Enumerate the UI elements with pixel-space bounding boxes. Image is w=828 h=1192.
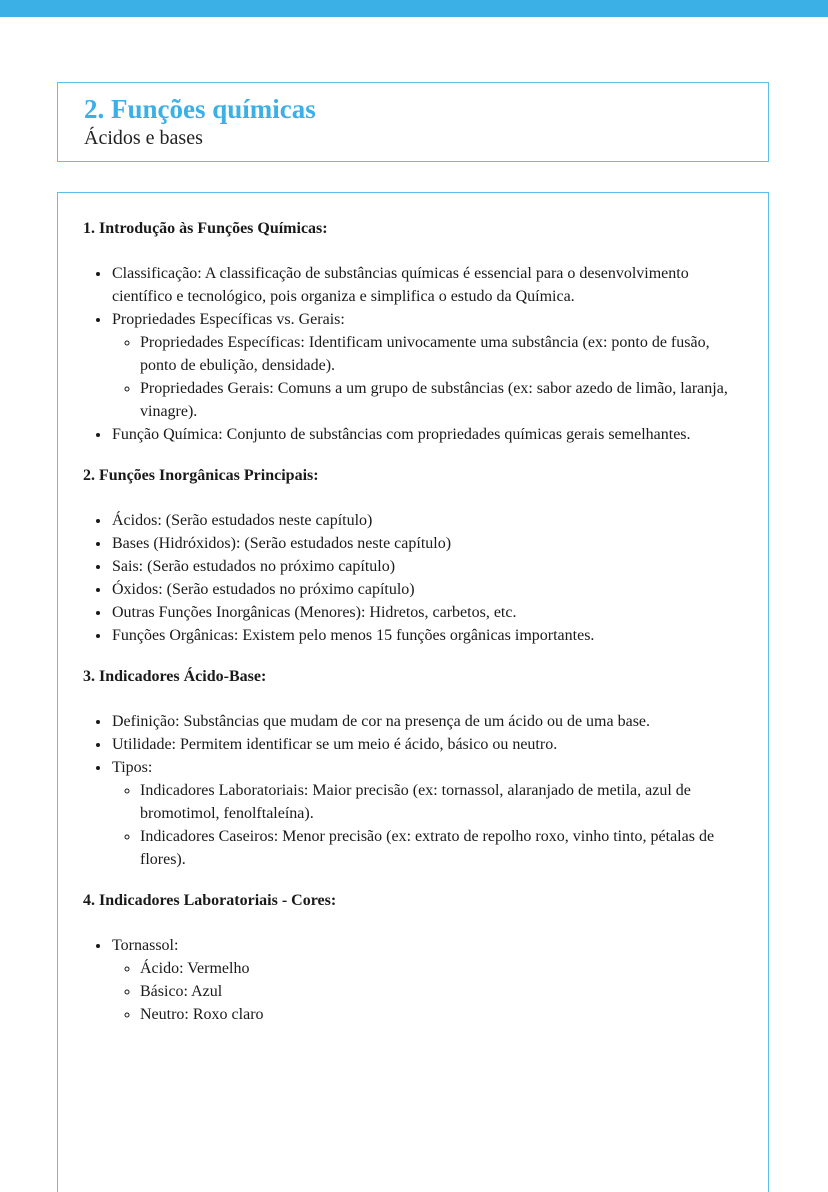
top-accent-bar	[0, 0, 828, 17]
sub-list-item: ◦ Indicadores Caseiros: Menor precisão (ex: extrato de repolho roxo, vinho tinto, pétalas de flores).	[140, 825, 746, 871]
title-box	[57, 82, 769, 162]
list-item	[111, 756, 746, 871]
list-item	[111, 308, 746, 423]
section-heading-lab-colors: 4. Indicadores Laboratoriais - Cores:	[83, 892, 337, 909]
list-item-text: Utilidade: Permitem identificar se um meio é ácido, básico ou neutro.	[112, 736, 558, 753]
list-item-text: Função Química: Conjunto de substâncias com propriedades químicas gerais semelhantes.	[112, 426, 691, 443]
section-list-indicators	[83, 710, 746, 871]
list-item	[111, 423, 746, 446]
sub-list-item: ◦ Básico: Azul	[140, 980, 746, 1003]
list-item-text: Definição: Substâncias que mudam de cor na presença de um ácido ou de uma base.	[112, 713, 651, 730]
section-list-inorganic	[83, 509, 746, 647]
list-item: • Outras Funções Inorgânicas (Menores): Hidretos, carbetos, etc.	[111, 601, 746, 624]
list-item	[111, 262, 746, 308]
list-item-text: Classificação: A classificação de substâncias químicas é essencial para o desenvolvimento científico e tecnológico, pois organiza e simplifica o estudo da Química.	[112, 265, 689, 305]
list-item: • Bases (Hidróxidos): (Serão estudados neste capítulo)	[111, 532, 746, 555]
list-item-text: Tornassol:	[112, 937, 179, 954]
page-title: 2. Funções químicas	[84, 94, 316, 124]
page-subtitle: Ácidos e bases	[84, 127, 203, 149]
section-heading-indicators: 3. Indicadores Ácido-Base:	[83, 668, 267, 685]
section-list-lab-colors	[83, 934, 746, 1026]
list-item-text: Tipos:	[112, 759, 153, 776]
section-list-intro	[83, 262, 746, 446]
list-item	[111, 710, 746, 733]
content-box	[57, 192, 769, 1192]
sub-list	[112, 331, 746, 423]
section-heading-inorganic: 2. Funções Inorgânicas Principais:	[83, 467, 319, 484]
list-item-text: Propriedades Específicas vs. Gerais:	[112, 311, 345, 328]
list-item: • Óxidos: (Serão estudados no próximo capítulo)	[111, 578, 746, 601]
list-item: • Funções Orgânicas: Existem pelo menos 15 funções orgânicas importantes.	[111, 624, 746, 647]
list-item: • Sais: (Serão estudados no próximo capítulo)	[111, 555, 746, 578]
sub-list-item: ◦ Neutro: Roxo claro	[140, 1003, 746, 1026]
sub-list-item: ◦ Ácido: Vermelho	[140, 957, 746, 980]
sub-list-item: ◦ Propriedades Gerais: Comuns a um grupo de substâncias (ex: sabor azedo de limão, laranja, vinagre).	[140, 377, 746, 423]
list-item: • Ácidos: (Serão estudados neste capítulo)	[111, 509, 746, 532]
sub-list	[112, 779, 746, 871]
sub-list	[112, 957, 746, 1026]
list-item	[111, 934, 746, 1026]
section-heading-intro: 1. Introdução às Funções Químicas:	[83, 220, 328, 237]
sub-list-item: ◦ Indicadores Laboratoriais: Maior precisão (ex: tornassol, alaranjado de metila, azul de bromotimol, fenolftaleína).	[140, 779, 746, 825]
list-item	[111, 733, 746, 756]
sub-list-item: ◦ Propriedades Específicas: Identificam univocamente uma substância (ex: ponto de fusão, ponto de ebulição, densidade).	[140, 331, 746, 377]
